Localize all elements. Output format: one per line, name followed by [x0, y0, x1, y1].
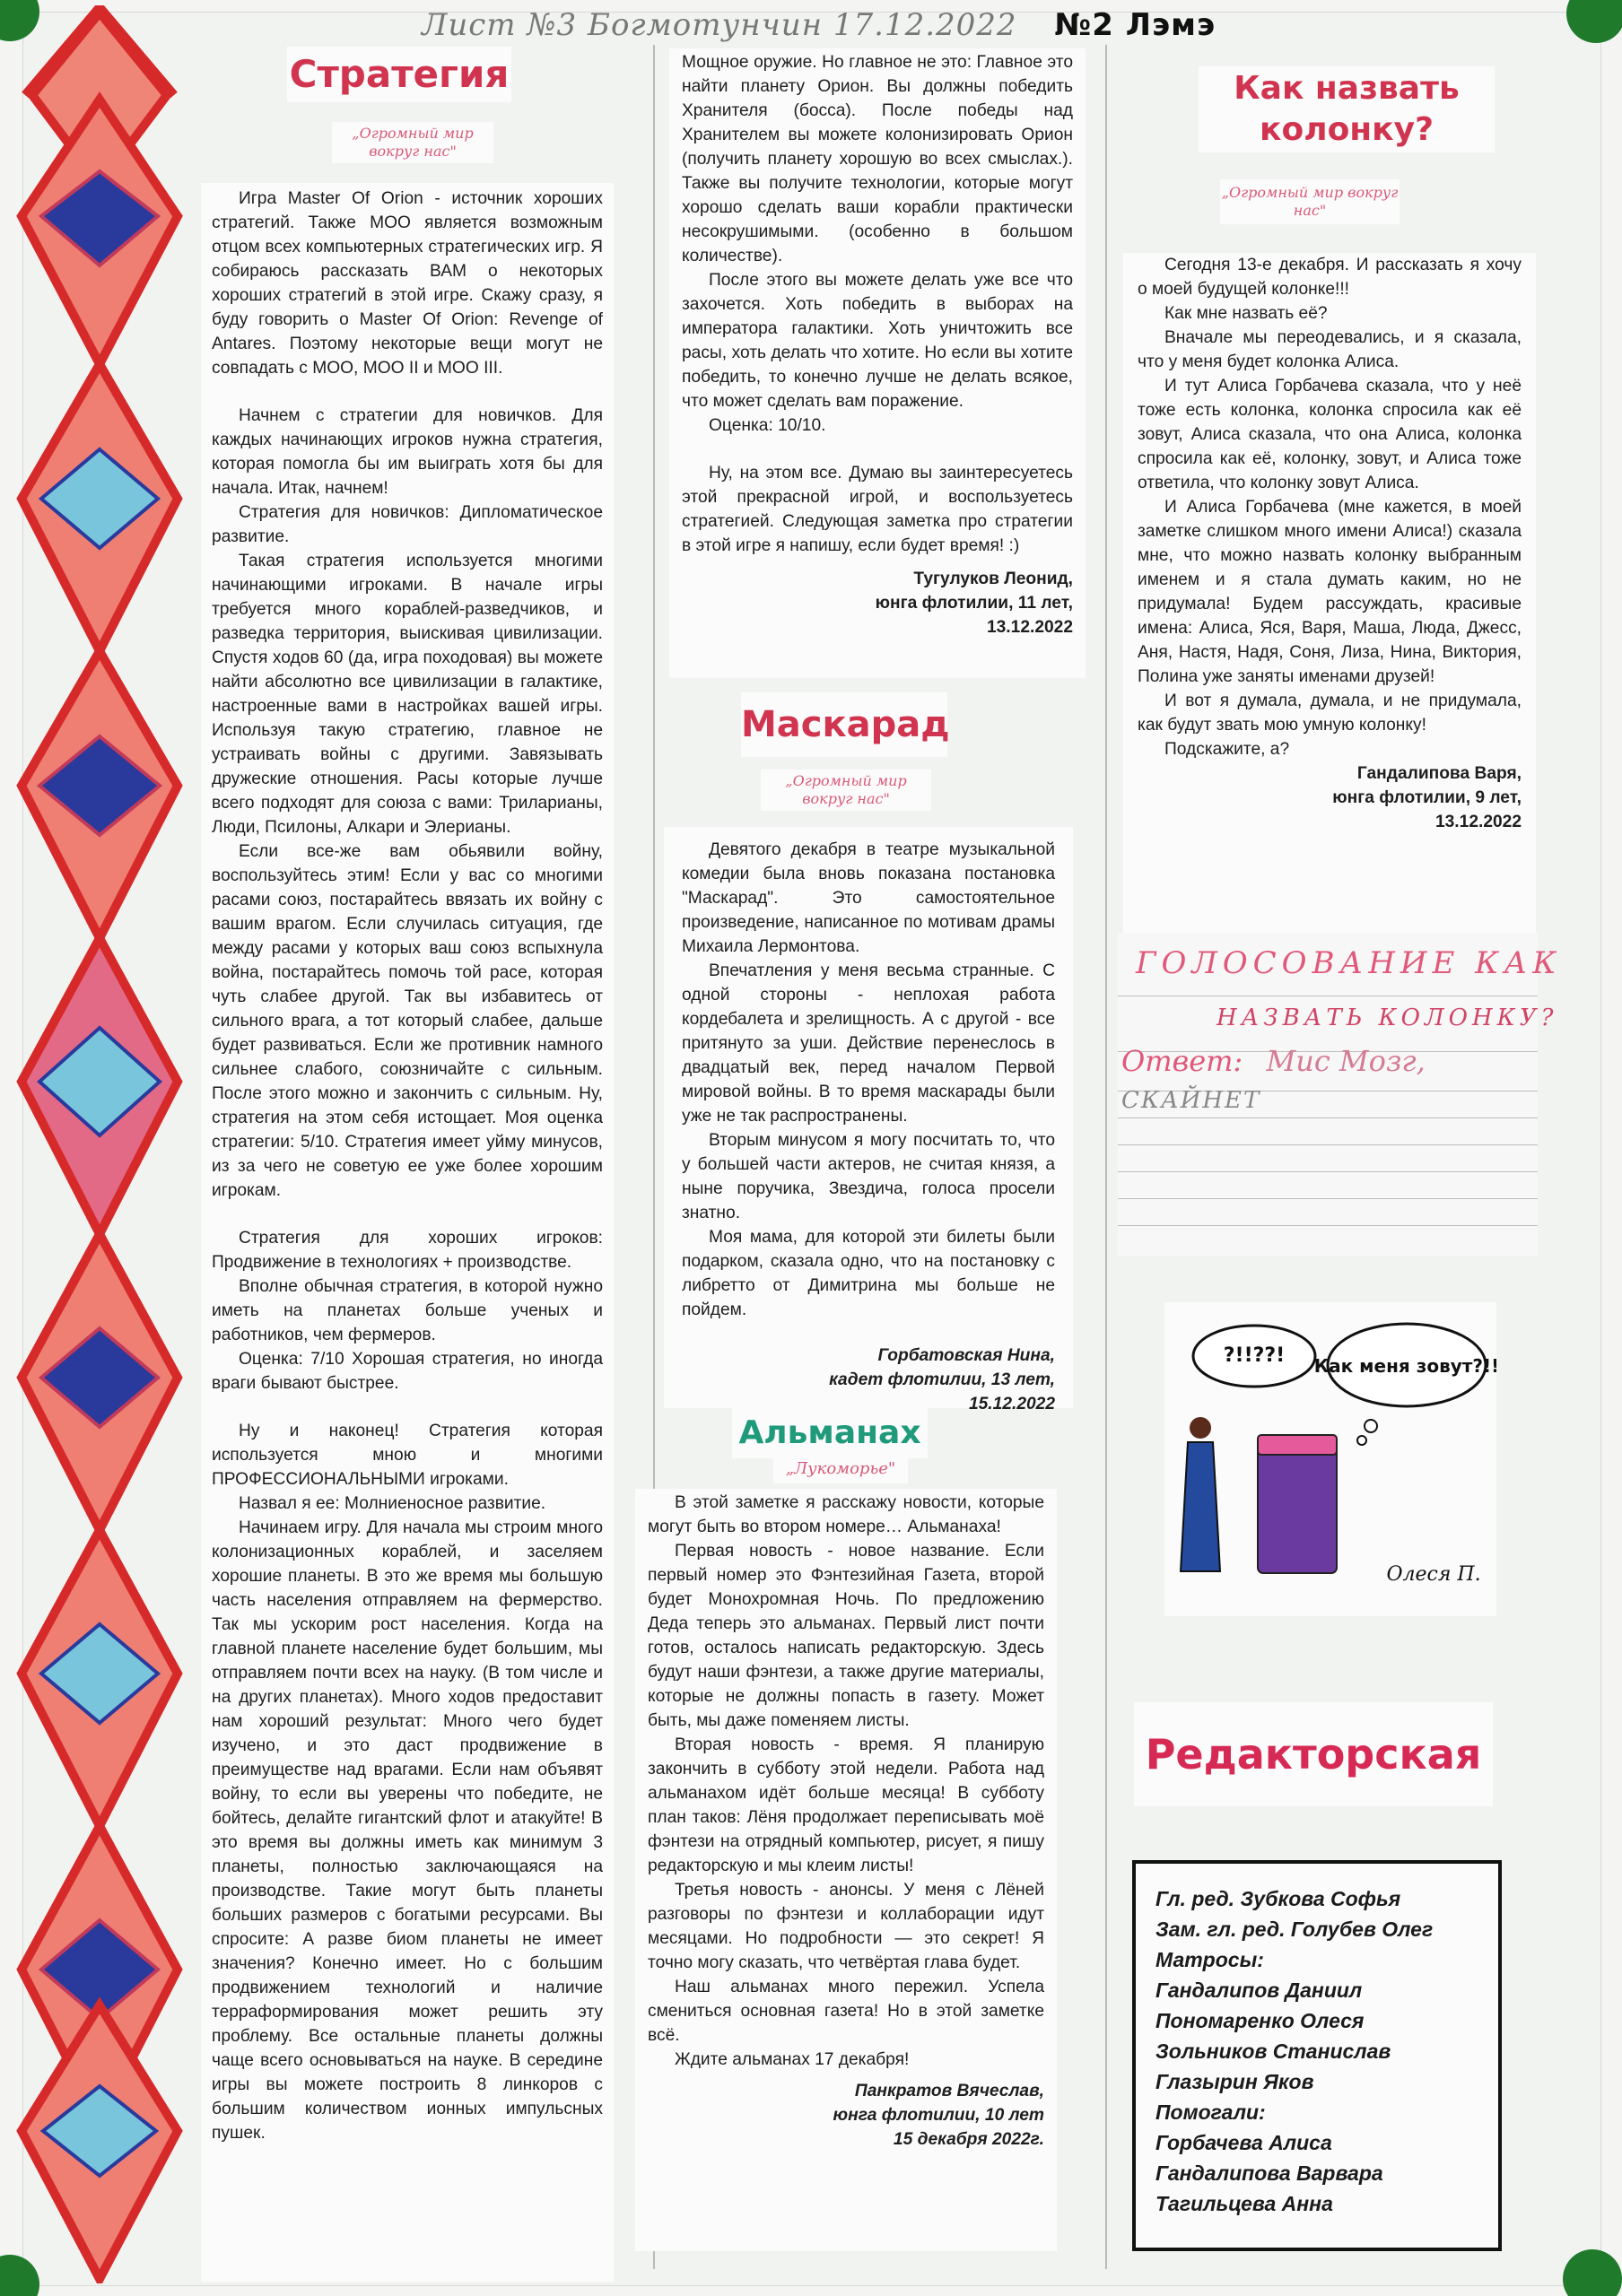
editorial-line: Помогали:: [1155, 2100, 1266, 2124]
poll-answer-prefix: Ответ:: [1121, 1044, 1243, 1078]
strategy-paragraph: Если все-же вам обьявили войну, воспользуйтесь этим! Если у вас со многими расами союз, постарайтесь ввязать их войну с вашим врагом. Если случилась ситуация, где между расами у которых ваш союз вспыхнула война, постарайтесь помочь той расе, которая чуть слабее другой. Так вы избавитесь от сильного врага, а тот который слабее, дальше будет развиваться. Если же противник намного сильнее слабого, союзничайте с сильным. После этого можно и закончить с сильным. Ну, стратегия на этом себя истощает. Моя оценка стратегии: 5/10. Стратегия имеет уйму минусов, из за чего не советую ее уже более хорошим игрокам.: [212, 842, 603, 1200]
girl-head: [1190, 1417, 1211, 1439]
column-name-title: [1199, 66, 1495, 152]
masquerade-paragraph: Девятого декабря в театре музыкальной комедии была вновь показана постановка "Маскарад". Это самостоятельное произведение, написанное по мотивам драмы Михаила Лермонтова.: [682, 840, 1055, 956]
column-name-title-line: колонку?: [1260, 111, 1434, 148]
strategy-signature: [682, 567, 1073, 639]
editorial-line: Пономаренко Олеся: [1155, 2009, 1365, 2032]
author-name: Горбатовская Нина,: [877, 1346, 1055, 1365]
author-rank: юнга флотилии, 10 лет: [833, 2106, 1044, 2125]
strategy-paragraph: Стратегия для новичков: Дипломатическое развитие.: [212, 503, 603, 546]
almanac-paragraph: Наш альманах много пережил. Успела смениться основная газета! Но в этой заметке всё.: [648, 1978, 1044, 2045]
drawing-signature: Олеся П.: [1386, 1563, 1481, 1586]
poll-line: [1118, 1225, 1538, 1226]
strategy-paragraph: Мощное оружие. Но главное не это: Главное это найти планету Орион. Вы должны победить Хранителя (босса). После победы над Хранителем вы можете колонизировать Орион (получить планету хорошую во всех смыслах.). Также вы получите технологии, которые могут хорошо сделать ваши корабли практически несокрушимыми. (особенно в большом количестве).: [682, 53, 1073, 265]
column-name-paragraph: И тут Алиса Горбачева сказала, что у неё тоже есть колонка, колонка спросила как её зовут, Алиса сказала, что она Алиса, колонка спросила как её, колонку, зовут, и Алиса тоже ответила, что колонку зовут Алиса.: [1138, 377, 1522, 492]
column-name-article: [1123, 253, 1536, 935]
strategy-paragraph: Игра Master Of Orion - источник хороших стратегий. Также МОО является возможным отцом всех компьютерных стратегических игр. Я собираюсь рассказать ВАМ о некоторых хороших стратегий в этой игре. Скажу сразу, я буду говорить о Master Of Orion: Revenge of Antares. Поэтому некоторые вещи могут не совпадать с МОО, МОО II и МОО III.: [212, 189, 603, 378]
bubble-1-text: ?!!??!: [1223, 1344, 1286, 1367]
almanac-subtitle: „Лукоморье": [773, 1457, 908, 1483]
strategy-paragraph: Вполне обычная стратегия, в которой нужно иметь на планетах больше ученых и работников, чем фермеров.: [212, 1277, 603, 1344]
almanac-paragraph: В этой заметке я расскажу новости, которые могут быть во втором номере… Альманаха!: [648, 1493, 1044, 1536]
column-name-paragraph: Сегодня 13-е декабря. И рассказать я хочу о моей будущей колонке!!!: [1138, 256, 1522, 299]
masquerade-title: Маскарад: [741, 692, 947, 757]
author-date: 13.12.2022: [986, 618, 1073, 637]
masquerade-paragraph: Моя мама, для которой эти билеты были подарком, сказала одно, что на постановку с либретто от Димитрина мы больше не пойдем.: [682, 1228, 1055, 1319]
strategy-paragraph: Назвал я ее: Молниеносное развитие.: [239, 1494, 546, 1513]
strategy-article: [201, 183, 614, 2282]
editorial-line: Гандалипов Даниил: [1155, 1979, 1363, 2002]
issue-number: №2 Лэмэ: [1054, 7, 1216, 43]
smart-speaker: [1258, 1439, 1337, 1573]
diamond-9: [22, 2005, 178, 2279]
illustration-art: [1164, 1302, 1496, 1616]
poll-answer-1: Мис Мозг,: [1266, 1044, 1426, 1078]
almanac-paragraph: Третья новость - анонсы. У меня с Лёней разговоры по фэнтези и коллаборации идут месяцами. Но подробности — это секрет! Я точно могу сказать, что четвёртая глава будет.: [648, 1881, 1044, 1972]
column-divider-2: [1105, 45, 1107, 2269]
diamond-border: [14, 5, 185, 2283]
poll-line: [1118, 1198, 1538, 1199]
strategy-paragraph: Стратегия для хороших игроков: Продвижение в технологиях + производстве.: [212, 1229, 603, 1272]
diamond-2: [22, 100, 178, 364]
editorial-line: Зам. гл. ред. Голубев Олег: [1155, 1918, 1434, 1941]
author-name: Гандалипова Варя,: [1356, 764, 1522, 783]
author-name: Панкратов Вячеслав,: [854, 2082, 1044, 2100]
diamond-5: [22, 938, 178, 1234]
diamond-6: [22, 1234, 178, 1530]
column-name-paragraph: Вначале мы переодевались, и я сказала, что у меня будет колонка Алиса.: [1138, 328, 1522, 371]
author-date: 13.12.2022: [1435, 813, 1522, 831]
bubble-2-text: Как меня зовут?!!: [1313, 1355, 1496, 1377]
strategy-paragraph: Такая стратегия используется многими начинающими игроками. В начале игры требуется много кораблей-разведчиков, и разведка территория, выискивая цивилизации. Спустя ходов 60 (да, игра походовая) вы можете найти абсолютно все цивилизации в галактике, настроенные вами в настройках вашей игры. Используя такую стратегию, главное не устраивать войны с другими. Завязывать дружеские отношения. Расы которые лучше всего подходят для союза с вами: Триларианы, Люди, Псилоны, Алкари и Элерианы.: [212, 552, 603, 837]
column-name-paragraph: И Алиса Горбачева (мне кажется, в моей заметке слишком много имени Алиса!) сказала мне, что можно назвать колонку выбранным именем и я стала думать каким, но не придумала! Будем рассуждать, красивые имена: Алиса, Яся, Варя, Маша, Люда, Джесс, Аня, Настя, Надя, Соня, Лиза, Нина, Виктория, Полина уже заняты именами друзей!: [1138, 498, 1522, 686]
poll-line: [1118, 1171, 1538, 1172]
editorial-line: Гл. ред. Зубкова Софья: [1155, 1887, 1401, 1910]
masquerade-article: [664, 827, 1073, 1413]
column-name-subtitle: „Огромный мир вокруг нас": [1220, 179, 1400, 224]
diamond-7: [22, 1530, 178, 1826]
almanac-signature: [648, 2079, 1044, 2152]
author-name: Тугулуков Леонид,: [913, 570, 1073, 588]
column-name-signature: [1138, 761, 1522, 834]
editorial-line: Гандалипова Варвара: [1155, 2161, 1383, 2185]
masquerade-signature: [682, 1344, 1055, 1416]
almanac-title: Альманах: [732, 1408, 928, 1458]
almanac-paragraph: Первая новость - новое название. Если первый номер это Фэнтезийная Газета, второй будет Монохромная Ночь. По предложению Деда теперь это альманах. Первый лист почти готов, осталось написать редакторскую. Здесь будут наши фэнтези, а также другие материалы, которые не должны попасть в газету. Может быть, мы даже поменяем листы.: [648, 1542, 1044, 1730]
poll-heading: ГОЛОСОВАНИЕ КАК: [1136, 945, 1562, 981]
poll-answer-2: СКАЙНЕТ: [1121, 1087, 1261, 1114]
poll-box: [1118, 933, 1562, 1256]
author-rank: кадет флотилии, 13 лет,: [829, 1370, 1055, 1389]
author-rank: юнга флотилии, 9 лет,: [1332, 788, 1522, 807]
almanac-paragraph: Вторая новость - время. Я планирую закончить в субботу этой недели. Работа над альманахом идёт больше месяца! В субботу план таков: Лёня продолжает переписывать моё фэнтези на отрядный компьютер, рисует, я пишу редакторскую и мы клеим листы!: [648, 1735, 1044, 1875]
strategy-paragraph: Начинаем игру. Для начала мы строим много колонизационных кораблей, и заселяем хорошие планеты. В это же время мы большую часть населения отправляем на фермерство. Так мы ускорим рост населения. Когда на главной планете население будет большим, мы отправляем почти всех на науку. (В том числе и на других планетах). Много ходов предоставит нам хороший результат: Много чего будет изучено, и это даст продвижение в преимуществе над врагами. Если нам объявят войну, то если вы уверены что победите, не бойтесь, делайте гигантский флот и атакуйте! В это время вы должны иметь как минимум 3 планеты, полностью заключающаяся на производстве. Такие могут быть планеты больших размеров с богатыми ресурсами. Вы спросите: А разве биом планеты не имеет значения? Конечно имеет. Но с большим продвижением технологий и наличие терраформирования может решить эту проблему. Все остальные планеты должны чаще всего основываться на науке. В середине игры вы можете построить 8 линкоров с большим количеством ионных импульсных пушек.: [212, 1518, 603, 2143]
masquerade-subtitle: „Огромный мир вокруг нас": [761, 770, 931, 811]
column-name-paragraph: И вот я думала, думала, и не придумала, как будут звать мою умную колонку!: [1138, 691, 1522, 735]
strategy-paragraph: Ну и наконец! Стратегия которая используется мною и многими ПРОФЕССИОНАЛЬНЫМИ игроками.: [212, 1422, 603, 1489]
poll-heading: НАЗВАТЬ КОЛОНКУ?: [1216, 1004, 1558, 1031]
editorial-line: Тагильцева Анна: [1155, 2192, 1333, 2215]
masquerade-paragraph: Вторым минусом я могу посчитать то, что у большей части актеров, не считая князя, а ныне поручика, Звездича, голоса просели знатно.: [682, 1131, 1055, 1222]
almanac-article: [635, 1489, 1057, 2251]
bubble-dot: [1365, 1420, 1377, 1432]
author-rank: юнга флотилии, 11 лет,: [875, 594, 1073, 613]
pin-bottom-right: [1563, 2249, 1622, 2296]
editorial-line: Глазырин Яков: [1155, 2070, 1314, 2093]
editorial-line: Зольников Станислав: [1155, 2039, 1391, 2063]
column-name-paragraph: Подскажите, а?: [1164, 740, 1290, 759]
diamond-4: [22, 651, 178, 938]
strategy-title: Стратегия: [287, 47, 511, 102]
strategy-paragraph: Начнем с стратегии для новичков. Для каждых начинающих игроков нужна стратегия, которая помогла бы им выиграть хотя бы для начала. Итак, начнем!: [212, 406, 603, 498]
poll-line: [1118, 1144, 1538, 1145]
strategy-paragraph: Оценка: 7/10 Хорошая стратегия, но иногда враги бывают быстрее.: [212, 1350, 603, 1393]
bubble-dot: [1357, 1436, 1366, 1445]
editorial-title: Редакторская: [1134, 1702, 1493, 1806]
strategy-article-continued: [669, 48, 1086, 678]
illustration: [1164, 1302, 1496, 1616]
sheet-header: [422, 7, 1229, 48]
author-date: 15 декабря 2022г.: [893, 2130, 1044, 2149]
column-name-paragraph: Как мне назвать её?: [1164, 304, 1328, 323]
strategy-paragraph: Оценка: 10/10.: [709, 416, 826, 435]
column-name-title-line: Как назвать: [1234, 70, 1460, 107]
strategy-subtitle: „Огромный мир вокруг нас": [332, 122, 493, 163]
poll-answer-label: [1121, 1044, 1426, 1078]
speaker-top: [1258, 1435, 1337, 1455]
girl-coat: [1181, 1442, 1220, 1571]
header-note: Лист №3 Богмотунчин 17.12.2022: [422, 7, 1017, 43]
strategy-paragraph: После этого вы можете делать уже все что захочется. Хоть победить в выборах на императора галактики. Хоть уничтожить все расы, хоть делать что хотите. Но если вы хотите победить, то конечно лучше не делать всякое, что может сделать вам поражение.: [682, 271, 1073, 411]
almanac-paragraph: Ждите альманах 17 декабря!: [675, 2050, 910, 2069]
diamond-3: [22, 364, 178, 651]
masquerade-paragraph: Впечатления у меня весьма странные. С одной стороны - неплохая работа кордебалета и зрелищность. А с другой - все притянуто за уши. Действие перенеслось в двадцатый век, перед началом Первой мировой войны. В то время маскарады были уже не так распространены.: [682, 961, 1055, 1126]
author-date: 15.12.2022: [968, 1395, 1055, 1413]
strategy-paragraph: Ну, на этом все. Думаю вы заинтересуетесь этой прекрасной игрой, и воспользуетесь стратегией. Следующая заметка про стратегии в этой игре я напишу, если будет время! :): [682, 464, 1073, 555]
editorial-box: [1132, 1860, 1502, 2251]
editorial-line: Горбачева Алиса: [1155, 2131, 1332, 2154]
editorial-line: Матросы:: [1155, 1948, 1264, 1971]
